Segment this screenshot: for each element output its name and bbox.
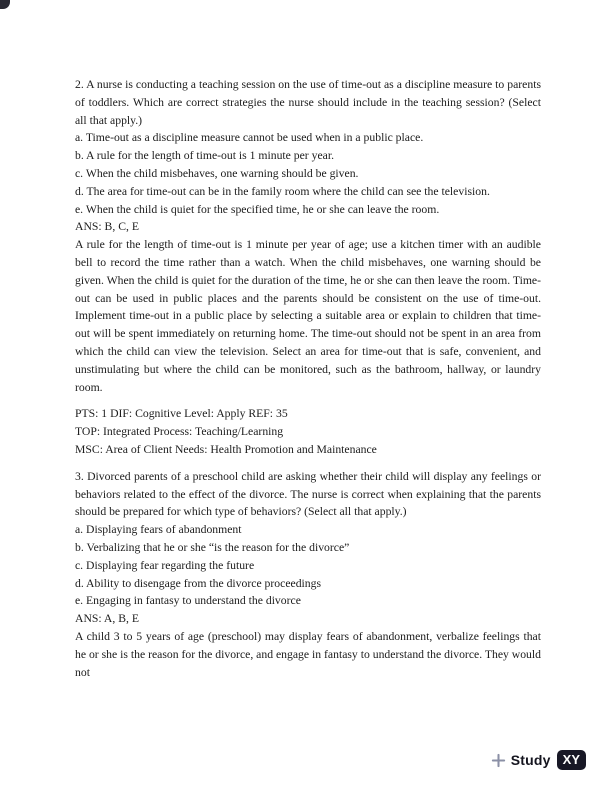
question-3-option-c: c. Displaying fear regarding the future [75,558,255,572]
question-3-rationale: A child 3 to 5 years of age (preschool) may display fears of abandonment, verbalize feelings that he or she is the reason for the divorce, and engage in fantasy to understand the divorce. They would not [75,629,541,679]
question-3-option-e: e. Engaging in fantasy to understand the divorce [75,594,301,608]
page-corner-artifact [0,0,10,9]
question-2-meta-pts: PTS: 1 DIF: Cognitive Level: Apply REF: 35 [75,407,288,421]
page-content [75,76,541,681]
brand-study-text: Study [510,752,551,768]
question-3-stem: 3. Divorced parents of a preschool child are asking whether their child will display any feelings or behaviors related to the effect of the divorce. The nurse is correct when explaining that the parents should be prepared for which type of behaviors? (Select all that apply.) [75,469,541,519]
question-2-rationale: A rule for the length of time-out is 1 minute per year of age; use a kitchen timer with an audible bell to record the time rather than a watch. When the child misbehaves, one warning should be given. When the child is quiet for the duration of the time, he or she can then leave the room. Time-out can be used in public places and the parents should be consistent on the use of time-out. Implement time-out in a public place by selecting a suitable area or explain to children that time-out will be spent immediately on returning home. The time-out should not be spent in an area from which the child can view the television. Select an area for time-out that is safe, convenient, and unstimulating but where the child can be monitored, such as the bathroom, hallway, or laundry room. [75,238,541,394]
question-3-answer: ANS: A, B, E [75,612,139,626]
question-3-option-a: a. Displaying fears of abandonment [75,523,242,537]
studyxy-logo [491,750,586,770]
question-2-stem: 2. A nurse is conducting a teaching session on the use of time-out as a discipline measure to parents of toddlers. Which are correct strategies the nurse should include in the teaching session? (Select all that apply.) [75,78,541,127]
question-2-meta-msc: MSC: Area of Client Needs: Health Promotion and Maintenance [75,442,377,456]
question-2-answer: ANS: B, C, E [75,220,139,234]
plus-icon [491,753,506,768]
brand-xy-badge: XY [557,750,586,770]
question-2-option-e: e. When the child is quiet for the specified time, he or she can leave the room. [75,202,440,216]
question-2-option-c: c. When the child misbehaves, one warning should be given. [75,166,359,180]
question-2-option-d: d. The area for time-out can be in the family room where the child can see the television. [75,184,490,198]
question-2-meta-top: TOP: Integrated Process: Teaching/Learning [75,425,284,439]
question-3-option-d: d. Ability to disengage from the divorce proceedings [75,576,322,590]
question-2-option-b: b. A rule for the length of time-out is 1 minute per year. [75,149,335,163]
question-2-option-a: a. Time-out as a discipline measure cannot be used when in a public place. [75,131,424,145]
question-3-option-b: b. Verbalizing that he or she “is the reason for the divorce” [75,540,350,554]
